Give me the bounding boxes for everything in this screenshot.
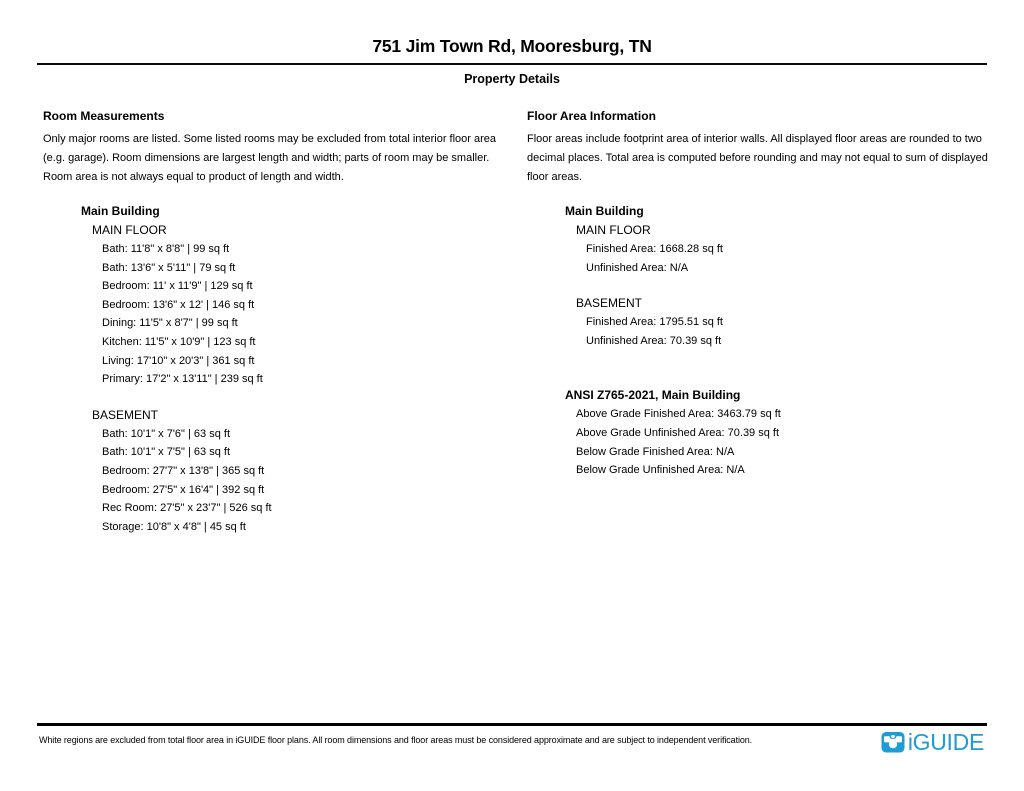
area-line: Unfinished Area: N/A (586, 261, 689, 274)
footer-disclaimer: White regions are excluded from total floor area in iGUIDE floor plans. All room dimensions and floor areas must be considered approximate and are subject to independent verification. (39, 735, 753, 745)
room-line: Living: 17'10" x 20'3" | 361 sq ft (102, 354, 255, 367)
floor-area-description: Floor areas include footprint area of interior walls. All displayed floor areas are rounded to two decimal places. Total area is computed before rounding and may not equal to sum of displayed floor areas. (527, 133, 988, 183)
floor-name: BASEMENT (92, 407, 159, 422)
header-divider (37, 63, 987, 65)
room-line: Primary: 17'2" x 13'11" | 239 sq ft (102, 373, 263, 386)
floor-name: MAIN FLOOR (576, 223, 651, 237)
page-subtitle: Property Details (464, 72, 560, 86)
ansi-section (565, 386, 997, 479)
floor-area-building (565, 202, 997, 350)
ansi-item: Above Grade Unfinished Area: 70.39 sq ft (576, 426, 780, 439)
room-measurements-heading: Room Measurements (43, 109, 165, 123)
room-line: Bath: 13'6" x 5'11" | 79 sq ft (102, 261, 236, 274)
room-line: Dining: 11'5" x 8'7" | 99 sq ft (102, 317, 238, 330)
iguide-logo-text: iGUIDE (907, 729, 984, 755)
area-block-main-floor (576, 221, 997, 277)
room-measurements-building (81, 202, 527, 536)
building-name: Main Building (81, 204, 160, 218)
page-title: 751 Jim Town Rd, Mooresburg, TN (372, 36, 652, 56)
ansi-heading: ANSI Z765-2021, Main Building (565, 388, 741, 403)
area-block-basement (576, 294, 997, 350)
room-line: Bath: 10'1" x 7'6" | 63 sq ft (102, 427, 230, 440)
room-line: Bath: 11'8" x 8'8" | 99 sq ft (102, 243, 230, 255)
room-line: Kitchen: 11'5" x 10'9" | 123 sq ft (102, 335, 256, 348)
room-line: Storage: 10'8" x 4'8" | 45 sq ft (102, 520, 246, 533)
building-name: Main Building (565, 204, 644, 218)
floor-name: BASEMENT (576, 296, 643, 311)
floor-area-section (527, 109, 997, 536)
ansi-item: Below Grade Unfinished Area: N/A (576, 464, 745, 477)
area-line: Finished Area: 1668.28 sq ft (586, 243, 723, 255)
iguide-logo (881, 728, 984, 756)
iguide-logo-icon (881, 731, 905, 753)
area-line: Finished Area: 1795.51 sq ft (586, 316, 723, 329)
floor-name: MAIN FLOOR (92, 223, 167, 237)
floor-block-basement (92, 406, 527, 537)
area-line: Unfinished Area: 70.39 sq ft (586, 334, 722, 347)
content-columns (0, 109, 1024, 536)
ansi-item: Above Grade Finished Area: 3463.79 sq ft (576, 408, 781, 421)
footer-divider (37, 723, 987, 726)
room-measurements-description: Only major rooms are listed. Some listed rooms may be excluded from total interior floor area (e.g. garage). Room dimensions are largest length and width; parts of room may be smaller. Room area is not always equal to product of length and width. (43, 133, 497, 183)
floor-area-heading: Floor Area Information (527, 109, 656, 123)
room-line: Bedroom: 11' x 11'9" | 129 sq ft (102, 280, 253, 293)
floor-block-main-floor (92, 221, 527, 389)
room-measurements-section (43, 109, 527, 536)
room-line: Rec Room: 27'5" x 23'7" | 526 sq ft (102, 502, 272, 515)
footer (39, 728, 984, 756)
room-line: Bedroom: 27'5" x 16'4" | 392 sq ft (102, 483, 265, 496)
room-line: Bedroom: 27'7" x 13'8" | 365 sq ft (102, 464, 265, 477)
room-line: Bath: 10'1" x 7'5" | 63 sq ft (102, 446, 230, 459)
ansi-item: Below Grade Finished Area: N/A (576, 445, 735, 458)
room-line: Bedroom: 13'6" x 12' | 146 sq ft (102, 298, 255, 311)
